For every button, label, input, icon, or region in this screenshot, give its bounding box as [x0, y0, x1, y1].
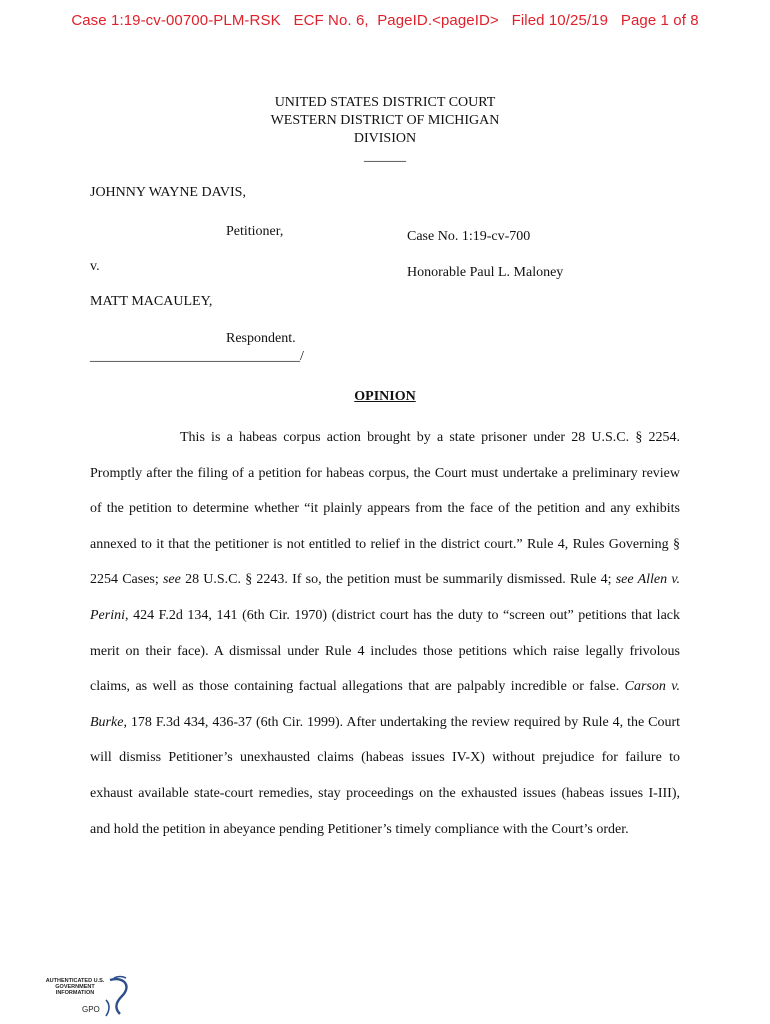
gpo-logo-text: AUTHENTICATED U.S. GOVERNMENT INFORMATION: [45, 978, 105, 996]
citation-signal: see: [162, 572, 181, 588]
versus-label: v.: [90, 259, 100, 274]
ecf-header-stamp: Case 1:19-cv-00700-PLM-RSK ECF No. 6, PageID.<pageID> Filed 10/25/19 Page 1 of 8: [71, 12, 699, 29]
opinion-body: [90, 420, 680, 847]
text-run: 28 U.S.C. § 2243. If so, the petition must be summarily dismissed. Rule 4;: [180, 572, 616, 588]
text-run: This is a habeas corpus action brought by a state prisoner under 28 U.S.C. § 2254. Promptly after the filing of a petition for habeas corpus, the Court must undertake a preliminary review of the petition to determine whether “it plainly appears from the face of the petition and any exhibits annexed to it that the petitioner is not entitled to relief in the district court.” Rule 4, Rules Governing § 2254 Cases;: [90, 430, 680, 588]
court-name: UNITED STATES DISTRICT COURT: [274, 95, 496, 110]
case-citation: see Allen v. Perini: [90, 572, 680, 623]
gpo-logo-word: GPO: [82, 1005, 100, 1014]
respondent-role: Respondent.: [226, 331, 296, 346]
case-number: Case No. 1:19-cv-700: [407, 229, 531, 244]
petitioner-role: Petitioner,: [226, 224, 284, 239]
court-heading-rule: ______: [364, 149, 406, 164]
opinion-title: OPINION: [354, 389, 416, 404]
petitioner-name: JOHNNY WAYNE DAVIS,: [90, 185, 246, 200]
text-run: , 424 F.2d 134, 141 (6th Cir. 1970) (district court has the duty to “screen out” petitions that lack merit on their face). A dismissal under Rule 4 includes those petitions which raise legally frivolous claims, as well as those containing factual allegations that are palpably incredible or false.: [90, 607, 680, 695]
text-run: , 178 F.3d 434, 436-37 (6th Cir. 1999). After undertaking the review required by Rule 4, the Court will dismiss Petitioner’s unexhausted claims (habeas issues IV-X) without prejudice for failure to exhaust available state-court remedies, stay proceedings on the exhausted issues (habeas issues I-III), and hold the petition in abeyance pending Petitioner’s timely compliance with the Court’s order.: [90, 714, 680, 837]
respondent-name: MATT MACAULEY,: [90, 294, 213, 309]
court-division: DIVISION: [353, 131, 417, 146]
court-heading: [0, 94, 770, 166]
court-district: WESTERN DISTRICT OF MICHIGAN: [270, 113, 500, 128]
opinion-paragraph: [90, 420, 680, 847]
caption-signature-line: ______________________________/: [90, 349, 304, 364]
judge-name: Honorable Paul L. Maloney: [407, 265, 564, 280]
case-citation: Carson v. Burke: [90, 679, 680, 730]
